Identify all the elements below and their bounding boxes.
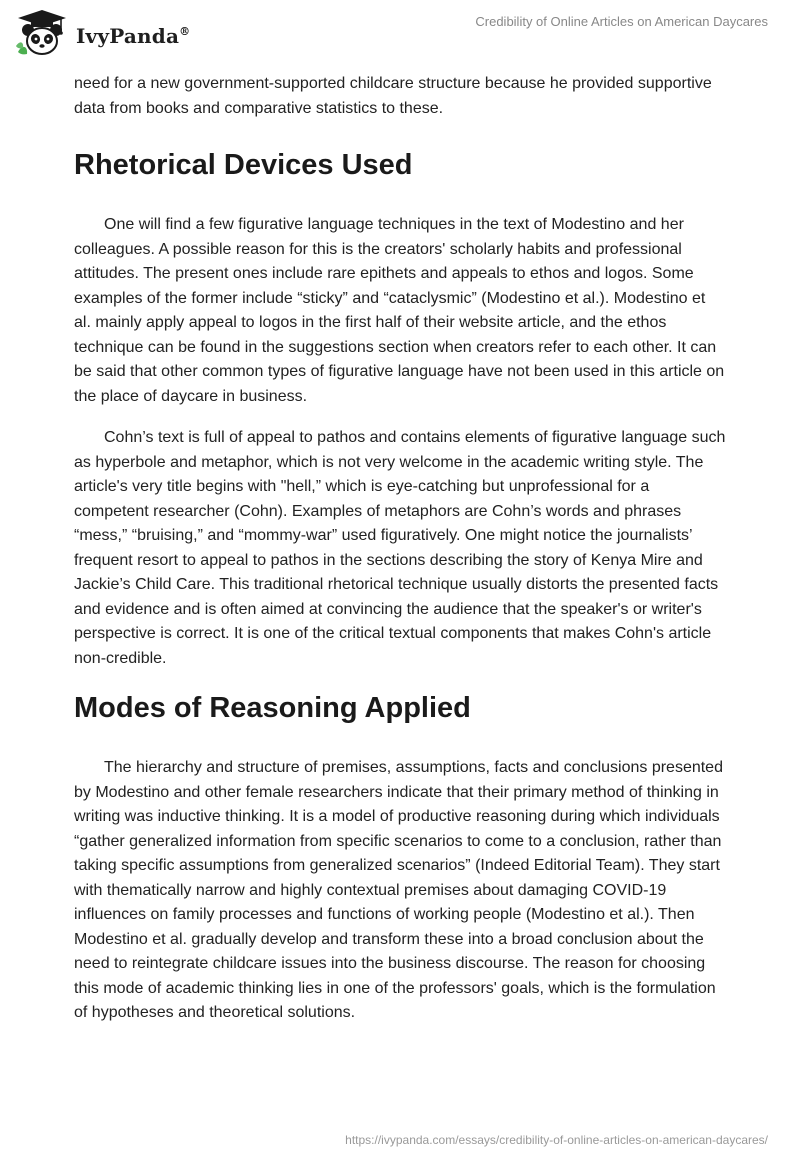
- paragraph-rhetorical-1: One will find a few figurative language techniques in the text of Modestino and her colleagues. A possible reason for this is the creators' scholarly habits and professional attitudes. The present ones include rare epithets and appeals to ethos and logos. Some examples of the former include “sticky” and “cataclysmic” (Modestino et al.). Modestino et al. mainly apply appeal to logos in the first half of their website article, and the ethos technique can be found in the suggestions section when creators refer to each other. It can be said that other common types of figurative language have not been used in this article on the place of daycare in business.: [74, 216, 725, 405]
- paragraph-rhetorical-2: Cohn’s text is full of appeal to pathos and contains elements of figurative language such as hyperbole and metaphor, which is not very welcome in the academic writing style. The article's very title begins with "hell,” which is eye-catching but unprofessional for a competent researcher (Cohn). Examples of metaphors are Cohn’s words and phrases “mess,” “bruising,” and “mommy-war” used figuratively. One might notice the journalists’ frequent resort to appeal to pathos in the sections describing the story of Kenya Mire and Jackie’s Child Care. This traditional rhetorical technique usually distorts the presented facts and evidence and is often aimed at convincing the audience that the speaker's or writer's perspective is correct. It is one of the critical textual components that makes Cohn's article non-credible.: [74, 429, 726, 667]
- logo-wordmark: IvyPanda®: [76, 24, 191, 48]
- section-heading-rhetorical-devices: Rhetorical Devices Used: [74, 149, 413, 181]
- panda-graduate-icon: [14, 8, 70, 58]
- page-header: [0, 0, 800, 64]
- ivypanda-logo[interactable]: [14, 8, 190, 58]
- document-title: Credibility of Online Articles on American Daycares: [475, 14, 768, 29]
- section-heading-modes-of-reasoning: Modes of Reasoning Applied: [74, 692, 471, 724]
- source-url[interactable]: https://ivypanda.com/essays/credibility-of-online-articles-on-american-daycares/: [345, 1133, 768, 1147]
- article-body: [74, 72, 726, 1026]
- intro-paragraph: need for a new government-supported childcare structure because he provided supportive data from books and comparative statistics to these.: [74, 75, 712, 117]
- paragraph-reasoning-1: The hierarchy and structure of premises, assumptions, facts and conclusions presented by Modestino and other female researchers indicate that their primary method of thinking in writing was inductive thinking. It is a model of productive reasoning during which individuals “gather generalized information from specific scenarios to come to a conclusion, rather than taking specific assumptions from generalized scenarios” (Indeed Editorial Team). They start with thematically narrow and highly contextual premises about damaging COVID-19 influences on family processes and functions of working people (Modestino et al.). Then Modestino et al. gradually develop and transform these into a broad conclusion about the need to reintegrate childcare issues into the business discourse. The reason for choosing this mode of academic thinking lies in one of the professors' goals, which is the formulation of hypotheses and theoretical solutions.: [74, 759, 723, 1021]
